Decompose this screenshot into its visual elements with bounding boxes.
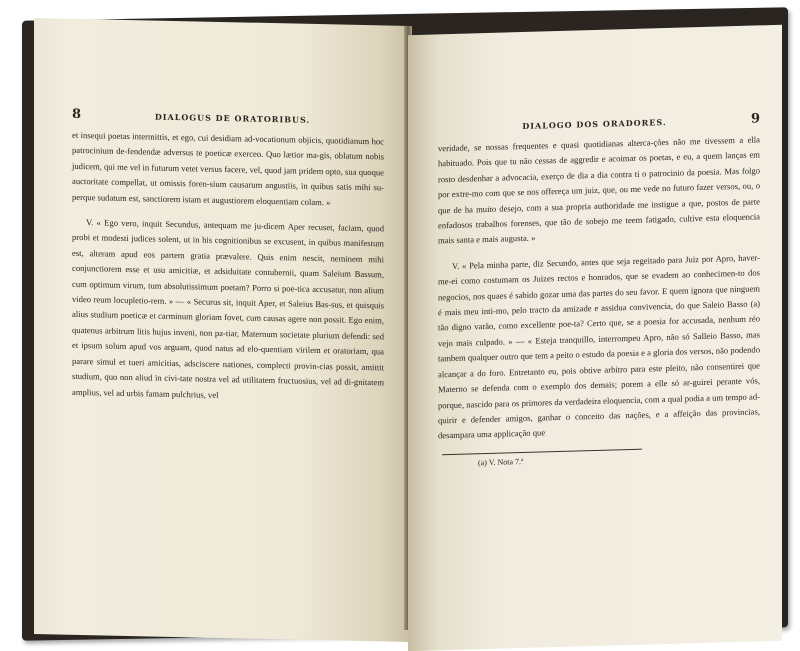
- left-page: [34, 18, 410, 642]
- right-paragraph-2: V. « Pela minha parte, diz Secundo, antes que seja regeitado para Juiz por Apro, haver-me-ei como costumam os Juizes rectos e honrados, que se evadem ao conhecimen-to dos negocios, nos quaes é sabido gozar uma das partes do seu favor. E quem ignora que ninguem é mais meu inti-mo, pelo tracto da amizade e assidua convivencia, do que Saleio Basso (a) tão digno varão, como excellente poe-ta? Certo que, se a poesia for accusada, nenhum réo vejo mais culpado. » — « Esteja tranquillo, interrompeu Apro, não só Salleio Basso, mas tambem qualquer outro que tem a peito o estudo da poesia e a gloria dos versos, não podendo alcançar a do foro. Entretanto eu, pois obtive arbitro para este pleito, não consentirei que Materno se defenda com o exemplo dos demais; porem a elle só ar-guirei perante vós, porque, nascido para os primores da verdadeira eloquencia, com a qual podia a um tempo ad-quirir e defender amigos, ganhar o conceito das nações, e a affeição das provincias, desampara uma applicação que: [438, 252, 760, 441]
- right-page-number: 9: [750, 111, 760, 127]
- left-paragraph-1: et insequi poetas intermittis, et ego, cui desidiam ad-vocationum objicis, quotidianum hoc patrocinium de-fendendæ adversus te poeticæ exerceo. Quo lætior ma-gis, oblatum nobis judicem, qui me vel in futurum vetet versus facere, vel, quod jam pridem opto, sua quoque auctoritate compellat, ut omissis foren-sium causarum angustiis, in quibus satis mihi su-perque sudatum est, sanctiorem istam et augustiorem eloquentiam colam. »: [72, 129, 384, 207]
- footnote: (a) V. Nota 7.ª: [478, 456, 524, 467]
- left-page-number: 8: [72, 106, 82, 123]
- left-page-header: [72, 107, 384, 129]
- open-book: [10, 8, 790, 635]
- right-running-head: DIALOGO DOS ORADORES.: [522, 116, 667, 132]
- left-running-head: DIALOGUS DE ORATORIBUS.: [154, 111, 311, 125]
- left-paragraph-2: V. « Ego vero, inquit Secundus, antequam me ju-dicem Aper recuset, faciam, quod probi et modesti judices solent, ut in his cognitionibus se excusent, in quibus manifestum est, alteram apud eos partem gratia prævalere. Quis enim nescit, neminem mihi conjunctiorem esse et usu amicitiæ, et adsiduitate contubernii, quam Saleium Bassum, cum optimum virum, tum absolutissimum poetam? Porro si poe-tica accusatur, non alium video reum locupletio-rem. » — « Securus sit, inquit Aper, et Saleius Bas-sus, et quisquis alius studium poeticæ et carminum gloriam fovet, cum causas agere non possit. Ego enim, quatenus arbitrum litis hujus inveni, non pa-tiar, Maternum societate plurium defendi: sed et ipsum solum apud vos arguam, quod natus ad elo-quentiam virilem et oratoriam, qua parare simul et tueri amicitias, adsciscere nationes, complecti provin-cias possit, amittit studium, quo non aliud in civi-tate nostra vel ad utilitatem fructuosius, vel ad di-gnitatem amplius, vel ad urbis famam pulchrius, vel: [72, 217, 384, 400]
- right-paragraph-1: veridade, se nossas frequentes e quasi quotidianas alterca-ções não me tivessem a ella habituado. Pois que tu não cessas de aggredir e acoimar os poetas, e eu, a quem lanças em rosto desdenhar a advocacia, exerço de dia a dia contra ti o patrocinio da poesia. Mas folgo por extre-mo com que se nos offereça um juiz, que, ou me vede no futuro fazer versos, ou, o que de ha muito desejo, com a sua propria authoridade me instigue a que, postos de parte enfadosos trabalhos forenses, que tão de sobejo me teem fatigado, cultive esta eloquencia mais santa e mais augusta. »: [438, 134, 760, 246]
- right-page-header: [438, 111, 760, 135]
- right-page: [408, 25, 782, 651]
